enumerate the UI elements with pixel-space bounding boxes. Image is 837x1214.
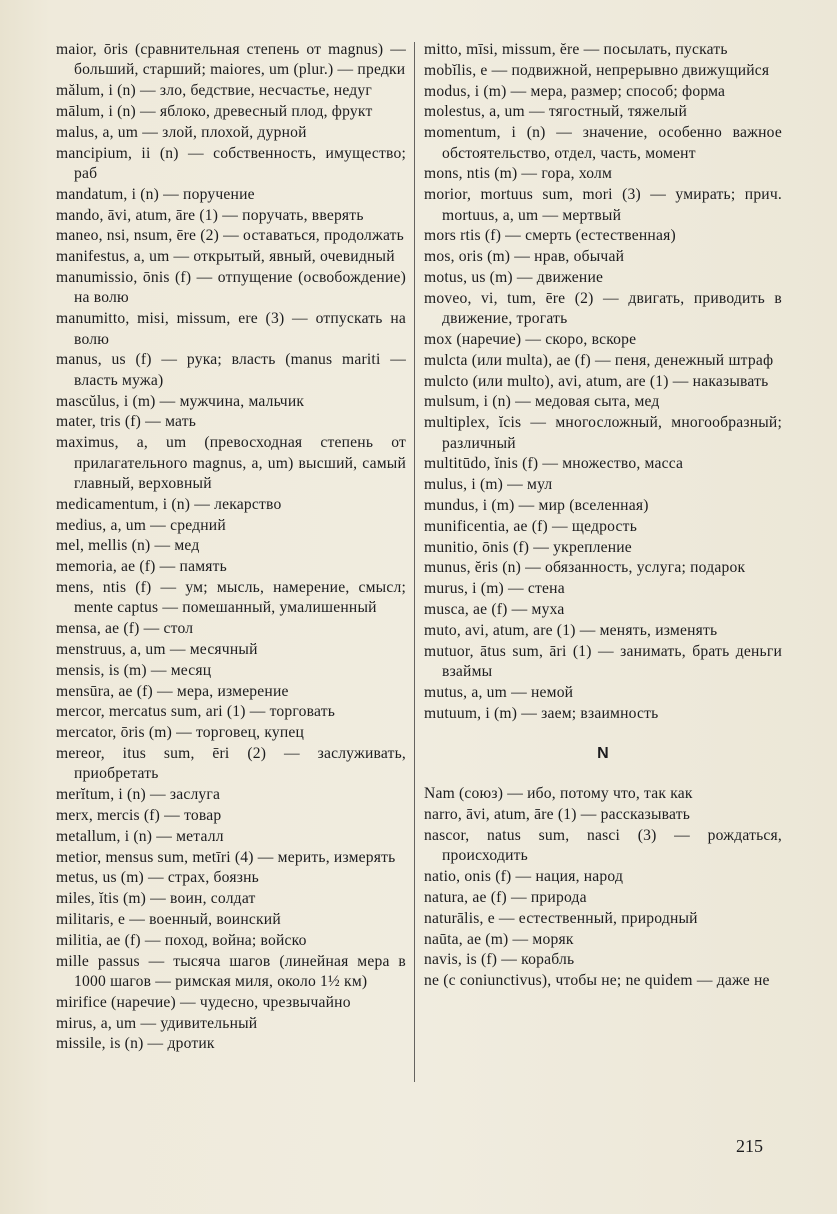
dictionary-entry: mălum, i (n) — зло, бедствие, несчастье, недуг — [56, 82, 372, 100]
page-number: 215 — [736, 1136, 763, 1156]
left-column — [56, 40, 406, 1055]
dictionary-entry: mensūra, ae (f) — мера, измерение — [56, 682, 289, 700]
dictionary-entry: maximus, a, um (превосходная степень от прилагательного magnus, a, um) высший, самый главный, верховный — [56, 434, 406, 492]
dictionary-entry: mille passus — тысяча шагов (линейная мера в 1000 шагов — римская миля, около 1½ км) — [56, 952, 406, 990]
dictionary-entry: morior, mortuus sum, mori (3) — умирать; прич. mortuus, a, um — мертвый — [424, 186, 782, 224]
dictionary-entry: mancipium, ii (n) — собственность, имущество; раб — [56, 144, 406, 182]
dictionary-entry: manumitto, misi, missum, ere (3) — отпускать на волю — [56, 310, 406, 348]
right-column — [424, 40, 782, 992]
dictionary-entry: munus, ĕris (n) — обязанность, услуга; подарок — [424, 559, 746, 577]
dictionary-entry: missile, is (n) — дротик — [56, 1035, 215, 1053]
dictionary-entry: medius, a, um — средний — [56, 516, 226, 534]
dictionary-entry: multitūdo, ĭnis (f) — множество, масса — [424, 455, 684, 473]
dictionary-entry: mascŭlus, i (m) — мужчина, мальчик — [56, 392, 305, 410]
dictionary-entry: molestus, a, um — тягостный, тяжелый — [424, 103, 688, 121]
dictionary-entry: mulsum, i (n) — медовая сыта, мед — [424, 393, 660, 411]
dictionary-entry: mercor, mercatus sum, ari (1) — торговать — [56, 703, 336, 721]
dictionary-entry: mereor, itus sum, ēri (2) — заслуживать, приобретать — [56, 744, 406, 783]
dictionary-entry: mens, ntis (f) — ум; мысль, намерение, смысл; mente captus — помешанный, умалишенный — [56, 578, 406, 617]
dictionary-entry: metallum, i (n) — металл — [56, 827, 224, 845]
dictionary-entry: medicamentum, i (n) — лекарство — [56, 495, 282, 513]
dictionary-entry: murus, i (m) — стена — [424, 580, 565, 598]
dictionary-entry: mensis, is (m) — месяц — [56, 661, 212, 679]
dictionary-entry: mutus, a, um — немой — [424, 683, 574, 701]
dictionary-entry: mater, tris (f) — мать — [56, 413, 197, 431]
dictionary-entry: malus, a, um — злой, плохой, дурной — [56, 123, 307, 141]
dictionary-entry: memoria, ae (f) — память — [56, 558, 227, 576]
m-entries — [424, 40, 782, 724]
dictionary-entry: munitio, ōnis (f) — укрепление — [424, 538, 632, 556]
dictionary-entry: manus, us (f) — рука; власть (manus mariti — власть мужа) — [56, 351, 406, 389]
dictionary-entry: menstruus, a, um — месячный — [56, 640, 258, 658]
column-divider — [414, 42, 415, 1082]
dictionary-entry: mons, ntis (m) — гора, холм — [424, 165, 613, 183]
dictionary-entry: manifestus, a, um — открытый, явный, очевидный — [56, 248, 395, 266]
dictionary-entry: natura, ae (f) — природа — [424, 888, 587, 906]
dictionary-entry: muto, avi, atum, are (1) — менять, изменять — [424, 621, 718, 639]
dictionary-entry: mos, oris (m) — нрав, обычай — [424, 248, 625, 266]
dictionary-entry: nascor, natus sum, nasci (3) — рождаться, происходить — [424, 826, 782, 865]
dictionary-entry: militia, ae (f) — поход, война; войско — [56, 931, 307, 949]
dictionary-entry: mulcta (или multa), ae (f) — пеня, денежный штраф — [424, 351, 774, 369]
dictionary-entry: naturālis, e — естественный, природный — [424, 909, 698, 927]
dictionary-entry: mundus, i (m) — мир (вселенная) — [424, 496, 649, 514]
dictionary-entry: narro, āvi, atum, āre (1) — рассказывать — [424, 806, 691, 824]
dictionary-entry: metus, us (m) — страх, боязнь — [56, 869, 259, 887]
dictionary-entry: modus, i (m) — мера, размер; способ; форма — [424, 82, 726, 100]
dictionary-entry: munificentia, ae (f) — щедрость — [424, 517, 637, 535]
dictionary-entry: militaris, e — военный, воинский — [56, 910, 281, 928]
dictionary-entry: mando, āvi, atum, āre (1) — поручать, вверять — [56, 206, 364, 224]
dictionary-entry: mox (наречие) — скоро, вскоре — [424, 330, 637, 348]
dictionary-entry: momentum, i (n) — значение, особенно важное обстоятельство, отдел, часть, момент — [424, 124, 782, 162]
dictionary-entry: mobĭlis, e — подвижной, непрерывно движущийся — [424, 61, 770, 79]
dictionary-entry: mulus, i (m) — мул — [424, 476, 553, 494]
dictionary-entry: mirifice (наречие) — чудесно, чрезвычайно — [56, 993, 351, 1011]
dictionary-entry: mitto, mīsi, missum, ĕre — посылать, пускать — [424, 41, 728, 58]
dictionary-entry: naūta, ae (m) — моряк — [424, 930, 574, 948]
dictionary-entry: mercator, ōris (m) — торговец, купец — [56, 724, 305, 742]
dictionary-entry: maneo, nsi, nsum, ēre (2) — оставаться, продолжать — [56, 227, 404, 245]
dictionary-entry: mālum, i (n) — яблоко, древесный плод, фрукт — [56, 103, 373, 120]
dictionary-entry: mel, mellis (n) — мед — [56, 537, 200, 555]
dictionary-entry: natio, onis (f) — нация, народ — [424, 868, 624, 886]
dictionary-entry: musca, ae (f) — муха — [424, 600, 565, 618]
dictionary-entry: miles, ĭtis (m) — воин, солдат — [56, 890, 256, 908]
n-entries — [424, 784, 782, 991]
dictionary-entry: mors rtis (f) — смерть (естественная) — [424, 227, 676, 245]
dictionary-entry: mensa, ae (f) — стол — [56, 620, 194, 638]
dictionary-entry: mutuum, i (m) — заем; взаимность — [424, 704, 659, 722]
section-letter: N — [597, 744, 609, 762]
dictionary-entry: maior, ōris (сравнительная степень от magnus) — больший, старший; maiores, um (plur.) — предки — [56, 41, 406, 79]
dictionary-entry: manumissio, ōnis (f) — отпущение (освобождение) на волю — [56, 268, 406, 307]
dictionary-entry: merx, mercis (f) — товар — [56, 806, 222, 824]
dictionary-entry: ne (с coniunctivus), чтобы не; ne quidem — даже не — [424, 972, 770, 990]
dictionary-entry: mulcto (или multo), avi, atum, are (1) — наказывать — [424, 372, 769, 390]
dictionary-entry: multiplex, ĭcis — многосложный, многообразный; различный — [424, 414, 782, 452]
dictionary-entry: navis, is (f) — корабль — [424, 951, 575, 969]
dictionary-entry: mandatum, i (n) — поручение — [56, 185, 255, 203]
dictionary-entry: mirus, a, um — удивительный — [56, 1014, 258, 1032]
dictionary-entry: moveo, vi, tum, ēre (2) — двигать, приводить в движение, трогать — [424, 289, 782, 328]
dictionary-entry: motus, us (m) — движение — [424, 268, 604, 286]
dictionary-entry: mutuor, ātus sum, āri (1) — занимать, брать деньги взаймы — [424, 642, 782, 680]
dictionary-entry: merĭtum, i (n) — заслуга — [56, 786, 221, 804]
dictionary-entry: metior, mensus sum, metīri (4) — мерить, измерять — [56, 848, 396, 866]
dictionary-entry: Nam (союз) — ибо, потому что, так как — [424, 785, 693, 803]
